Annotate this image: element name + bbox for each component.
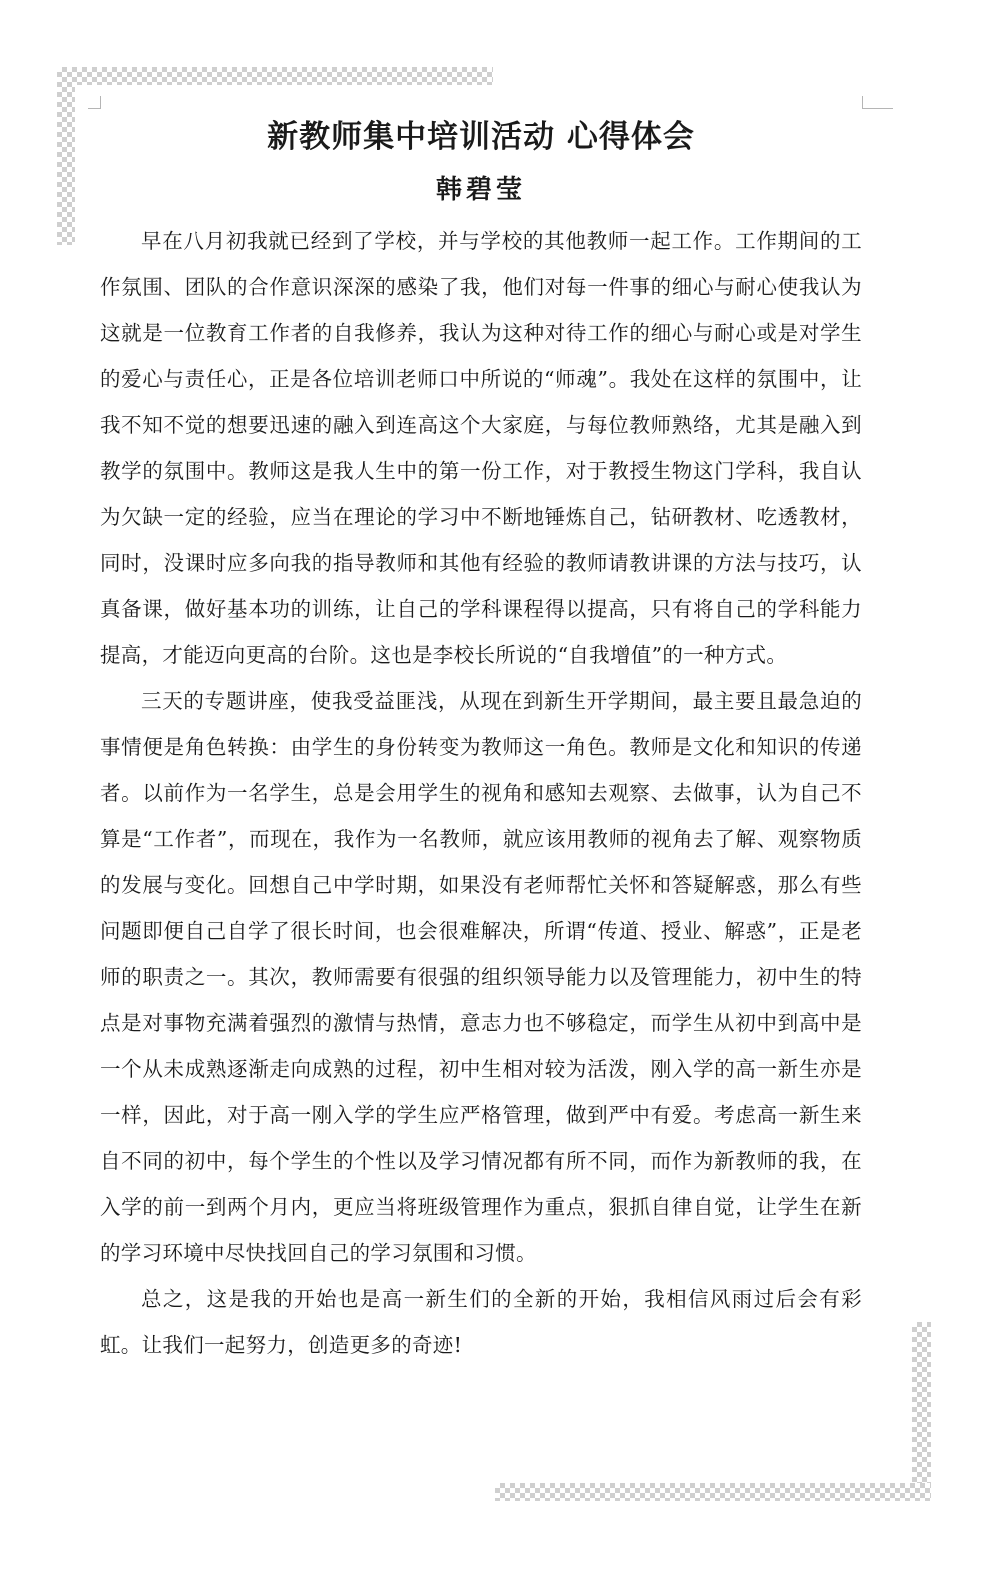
decorative-border-bottom (495, 1483, 931, 1501)
document-page (100, 112, 862, 1368)
paragraph-3: 总之，这是我的开始也是高一新生们的全新的开始，我相信风雨过后会有彩虹。让我们一起努力，创造更多的奇迹! (100, 1287, 862, 1357)
document-title: 新教师集中培训活动 心得体会 (267, 119, 695, 155)
paragraph-2: 三天的专题讲座，使我受益匪浅，从现在到新生开学期间，最主要且最急迫的事情便是角色转换：由学生的身份转变为教师这一角色。教师是文化和知识的传递者。以前作为一名学生，总是会用学生的视角和感知去观察、去做事，认为自己不算是“工作者”，而现在，我作为一名教师，就应该用教师的视角去了解、观察物质的发展与变化。回想自己中学时期，如果没有老师帮忙关怀和答疑解惑，那么有些问题即便自己自学了很长时间，也会很难解决，所谓“传道、授业、解惑”，正是老师的职责之一。其次，教师需要有很强的组织领导能力以及管理能力，初中生的特点是对事物充满着强烈的激情与热情，意志力也不够稳定，而学生从初中到高中是一个从未成熟逐渐走向成熟的过程，初中生相对较为活泼，刚入学的高一新生亦是一样，因此，对于高一刚入学的学生应严格管理，做到严中有爱。考虑高一新生来自不同的初中，每个学生的个性以及学习情况都有所不同，而作为新教师的我，在入学的前一到两个月内，更应当将班级管理作为重点，狠抓自律自觉，让学生在新的学习环境中尽快找回自己的学习氛围和习惯。 (100, 689, 862, 1265)
decorative-border-top (57, 67, 493, 85)
document-author: 韩碧莹 (435, 175, 526, 205)
decorative-border-right (912, 1322, 931, 1501)
paragraph-1: 早在八月初我就已经到了学校，并与学校的其他教师一起工作。工作期间的工作氛围、团队的合作意识深深的感染了我，他们对每一件事的细心与耐心使我认为这就是一位教育工作者的自我修养，我认为这种对待工作的细心与耐心或是对学生的爱心与责任心，正是各位培训老师口中所说的“师魂”。我处在这样的氛围中，让我不知不觉的想要迅速的融入到连高这个大家庭，与每位教师熟络，尤其是融入到教学的氛围中。教师这是我人生中的第一份工作，对于教授生物这门学科，我自认为欠缺一定的经验，应当在理论的学习中不断地锤炼自己，钻研教材、吃透教材，同时，没课时应多向我的指导教师和其他有经验的教师请教讲课的方法与技巧，认真备课，做好基本功的训练，让自己的学科课程得以提高，只有将自己的学科能力提高，才能迈向更高的台阶。这也是李校长所说的“自我增值”的一种方式。 (100, 229, 862, 667)
page-corner-mark-top-left (88, 96, 101, 109)
decorative-border-left (57, 67, 75, 245)
page-corner-mark-top-right (862, 96, 893, 109)
